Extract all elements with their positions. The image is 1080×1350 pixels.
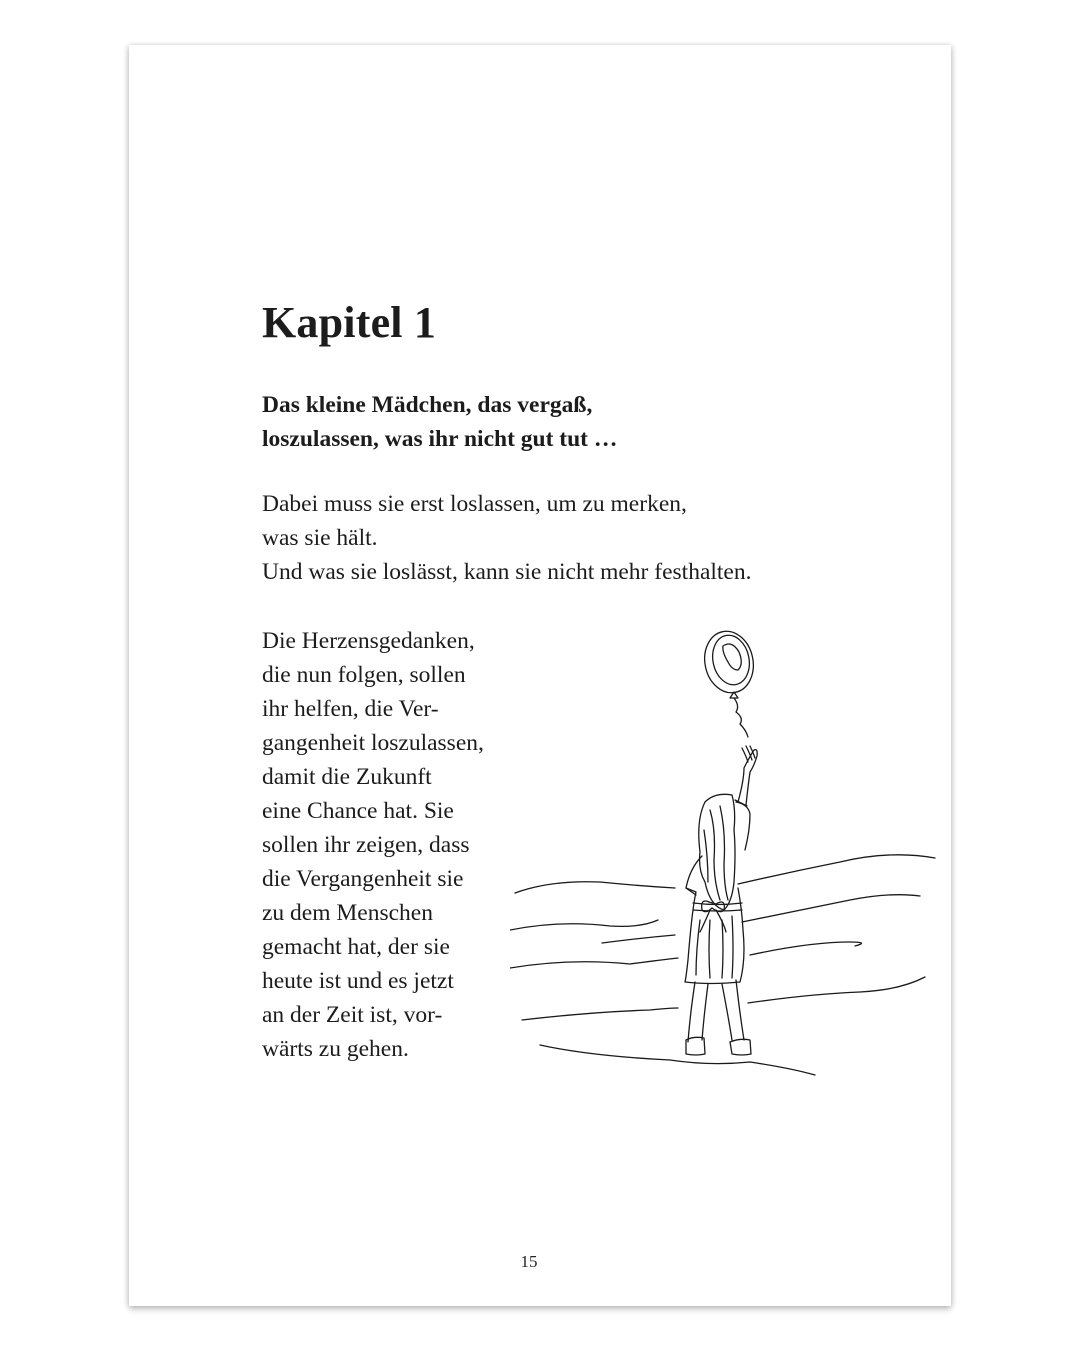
chapter-subtitle xyxy=(262,388,617,456)
subtitle-line: Das kleine Mädchen, das vergaß, xyxy=(262,392,593,418)
subtitle-line: loszulassen, was ihr nicht gut tut … xyxy=(262,426,618,452)
body-line: die nun folgen, sollen xyxy=(262,662,466,688)
body-line: die Vergangenheit sie xyxy=(262,866,464,892)
body-line: zu dem Menschen xyxy=(262,900,433,926)
body-line: gemacht hat, der sie xyxy=(262,934,450,960)
body-line: gangenheit loszulassen, xyxy=(262,730,484,756)
intro-line: was sie hält. xyxy=(262,525,378,551)
girl-figure xyxy=(685,746,757,1055)
body-line: ihr helfen, die Ver- xyxy=(262,696,439,722)
balloon-icon xyxy=(699,627,759,737)
waves-right xyxy=(738,855,935,1003)
body-line: an der Zeit ist, vor- xyxy=(262,1002,443,1028)
girl-balloon-illustration xyxy=(510,620,950,1080)
body-line: sollen ihr zeigen, dass xyxy=(262,832,470,858)
waves-left xyxy=(510,882,815,1075)
intro-line: Dabei muss sie erst loslassen, um zu merken, xyxy=(262,491,687,517)
book-page xyxy=(129,45,951,1306)
body-paragraph xyxy=(262,624,484,1066)
body-line: heute ist und es jetzt xyxy=(262,968,454,994)
intro-line: Und was sie loslässt, kann sie nicht mehr festhalten. xyxy=(262,559,752,585)
page-number: 15 xyxy=(520,1252,538,1271)
body-line: wärts zu gehen. xyxy=(262,1036,409,1062)
body-line: Die Herzensgedanken, xyxy=(262,628,475,654)
body-line: damit die Zukunft xyxy=(262,764,432,790)
chapter-title: Kapitel 1 xyxy=(262,298,437,347)
intro-paragraph xyxy=(262,487,751,589)
body-line: eine Chance hat. Sie xyxy=(262,798,454,824)
